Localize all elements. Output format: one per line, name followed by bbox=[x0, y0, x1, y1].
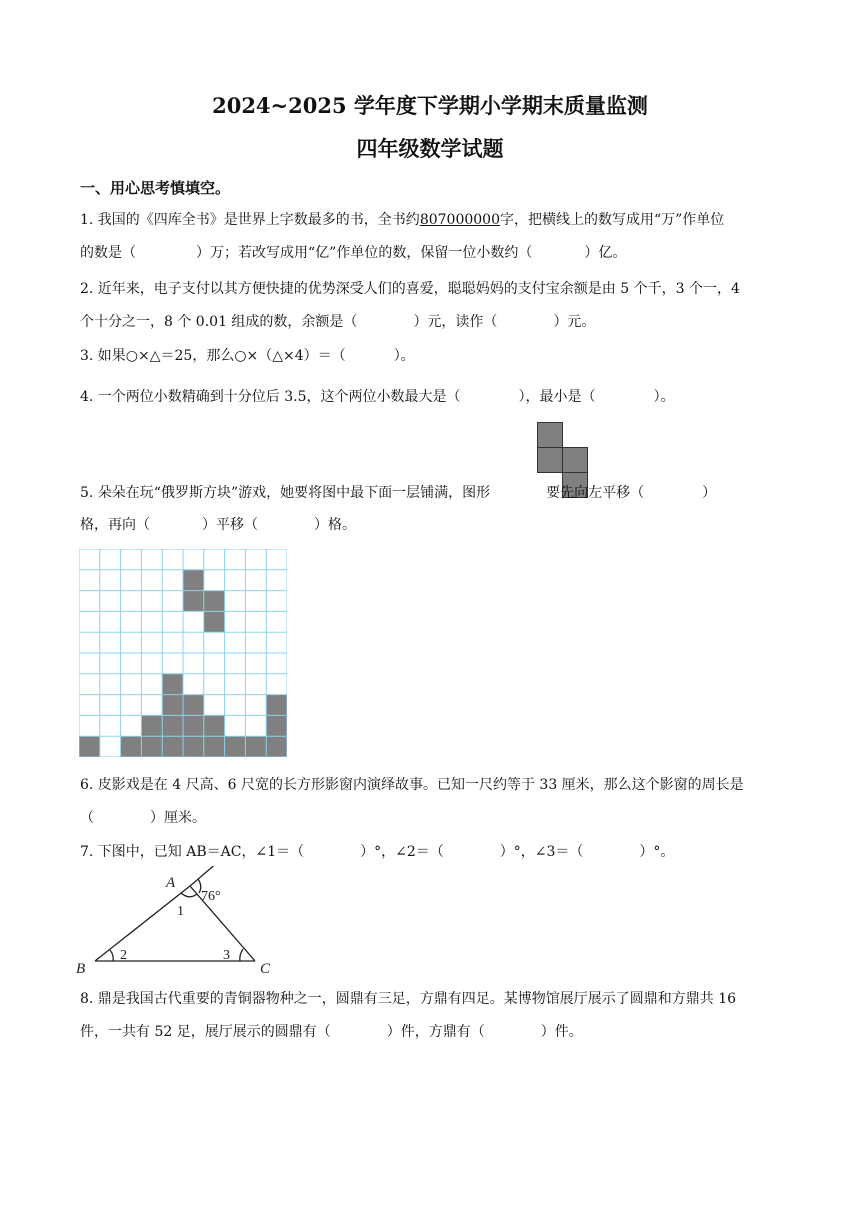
filled-cell bbox=[79, 736, 100, 757]
question-1-line-1: 1. 我国的《四库全书》是世界上字数最多的书，全书约807000000字，把横线上的数写成用“万”作单位 bbox=[80, 212, 725, 228]
question-4: 4. 一个两位小数精确到十分位后 3.5，这个两位小数最大是（ ），最小是（ ）。 bbox=[80, 389, 675, 405]
angle-1-arc bbox=[181, 893, 197, 897]
filled-cell bbox=[225, 736, 246, 757]
label-angle-1: 1 bbox=[177, 904, 184, 919]
filled-cell bbox=[204, 736, 225, 757]
question-1-line-2: 的数是（ ）万；若改写成用“亿”作单位的数，保留一位小数约（ ）亿。 bbox=[80, 245, 627, 261]
filled-cell bbox=[245, 736, 266, 757]
filled-cell bbox=[183, 570, 204, 591]
section-heading: 一、用心思考慎填空。 bbox=[80, 179, 231, 197]
page-title: 2024~2025 学年度下学期小学期末质量监测 bbox=[212, 93, 648, 118]
filled-cell bbox=[162, 715, 183, 736]
angle-3-arc bbox=[240, 949, 243, 961]
question-6-line-1: 6. 皮影戏是在 4 尺高、6 尺宽的长方形影窗内演绎故事。已知一尺约等于 33 厘米，那么这个影窗的周长是 bbox=[80, 777, 744, 793]
triangle-figure bbox=[72, 866, 292, 976]
question-6-line-2: （ ）厘米。 bbox=[80, 810, 206, 826]
filled-cell bbox=[204, 591, 225, 612]
question-2-line-2: 个十分之一，8 个 0.01 组成的数，余额是（ ）元，读作（ ）元。 bbox=[80, 314, 596, 330]
tetris-grid bbox=[79, 549, 287, 757]
label-a: A bbox=[166, 875, 176, 891]
side-ab bbox=[95, 886, 190, 961]
question-3: 3. 如果○×△＝25，那么○×（△×4）＝（ ）。 bbox=[80, 348, 415, 364]
question-2-line-1: 2. 近年来，电子支付以其方便快捷的优势深受人们的喜爱，聪聪妈妈的支付宝余额是由 5 个千，3 个一，4 bbox=[80, 281, 740, 297]
filled-cell bbox=[162, 674, 183, 695]
label-b: B bbox=[76, 961, 86, 976]
label-angle-2: 2 bbox=[120, 948, 127, 963]
question-8-line-2: 件，一共有 52 足，展厅展示的圆鼎有（ ）件，方鼎有（ ）件。 bbox=[80, 1024, 583, 1040]
filled-cell bbox=[183, 715, 204, 736]
filled-cell bbox=[141, 736, 162, 757]
question-5-line-1: 5. 朵朵在玩“俄罗斯方块”游戏，她要将图中最下面一层铺满，图形 要先向左平移（ ） bbox=[80, 485, 717, 501]
filled-cell bbox=[141, 715, 162, 736]
filled-cell bbox=[266, 715, 287, 736]
filled-cell bbox=[162, 695, 183, 716]
label-angle-3: 3 bbox=[223, 948, 230, 963]
filled-cell bbox=[183, 736, 204, 757]
underlined-number: 807000000 bbox=[419, 212, 500, 228]
filled-cell bbox=[266, 695, 287, 716]
extended-line bbox=[190, 866, 218, 886]
label-c: C bbox=[260, 961, 271, 976]
question-8-line-1: 8. 鼎是我国古代重要的青铜器物种之一，圆鼎有三足，方鼎有四足。某博物馆展厅展示了圆鼎和方鼎共 16 bbox=[80, 991, 737, 1007]
angle-2-arc bbox=[110, 950, 113, 961]
label-angle-76: 76° bbox=[201, 889, 221, 904]
filled-cell bbox=[204, 611, 225, 632]
filled-cell bbox=[266, 736, 287, 757]
filled-cell bbox=[121, 736, 142, 757]
filled-cell bbox=[183, 695, 204, 716]
question-5-line-2: 格，再向（ ）平移（ ）格。 bbox=[80, 517, 356, 533]
question-7: 7. 下图中，已知 AB＝AC，∠1＝（ ）°，∠2＝（ ）°，∠3＝（ ）°。 bbox=[80, 844, 675, 860]
page-subtitle: 四年级数学试题 bbox=[356, 136, 504, 161]
filled-cell bbox=[162, 736, 183, 757]
filled-cell bbox=[204, 715, 225, 736]
filled-cell bbox=[183, 591, 204, 612]
